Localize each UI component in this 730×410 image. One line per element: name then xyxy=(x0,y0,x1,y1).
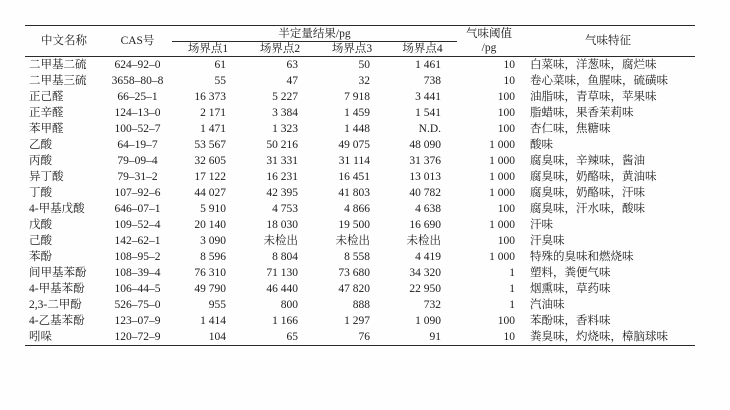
site4-value-cell: 4 638 xyxy=(415,203,442,215)
threshold-value-cell: 1 000 xyxy=(489,251,516,263)
site2-value-cell: 8 804 xyxy=(272,251,298,263)
cas-number-cell: 624–92–0 xyxy=(114,59,161,71)
odor-description-cell: 腐臭味，辛辣味，酱油 xyxy=(530,155,646,167)
site1-value-cell: 8 596 xyxy=(200,251,226,263)
odor-description-cell: 汗味 xyxy=(530,219,554,231)
table-row xyxy=(25,169,695,185)
table-row xyxy=(25,137,695,153)
threshold-value-cell: 100 xyxy=(497,91,516,103)
table-row xyxy=(25,329,695,346)
site4-value-cell: 1 090 xyxy=(415,315,442,327)
header-threshold xyxy=(457,26,521,57)
site4-value-cell: 1 541 xyxy=(415,107,442,119)
table-row xyxy=(25,73,695,89)
site1-value-cell: 76 310 xyxy=(194,267,226,279)
site3-value-cell: 41 803 xyxy=(338,187,370,199)
threshold-value-cell: 1 xyxy=(509,283,516,295)
odor-description-cell: 汗臭味 xyxy=(530,235,565,247)
site3-value-cell: 7 918 xyxy=(344,91,370,103)
compound-name-cell: 苯甲醛 xyxy=(29,123,64,135)
table-row xyxy=(25,185,695,201)
compound-name-cell: 异丁酸 xyxy=(29,171,64,183)
site1-value-cell: 49 790 xyxy=(194,283,226,295)
site2-value-cell: 1 323 xyxy=(272,123,298,135)
site1-value-cell: 2 171 xyxy=(200,107,226,119)
table-row xyxy=(25,281,695,297)
site4-value-cell: 34 320 xyxy=(409,267,442,279)
odor-description-cell: 油脂味，青草味，苹果味 xyxy=(530,91,657,103)
odor-description-cell: 卷心菜味，鱼腥味，硫磺味 xyxy=(530,75,669,87)
site4-value-cell: 1 461 xyxy=(415,59,442,71)
site4-value-cell: 16 690 xyxy=(409,219,442,231)
header-site-2: 场界点2 xyxy=(259,43,301,55)
cas-number-cell: 120–72–9 xyxy=(114,331,161,343)
cas-number-cell: 109–52–4 xyxy=(114,219,161,231)
compound-name-cell: 间甲基苯酚 xyxy=(29,267,87,279)
cas-number-cell: 3658–80–8 xyxy=(111,75,164,87)
site3-value-cell: 未检出 xyxy=(335,235,370,247)
site3-value-cell: 50 xyxy=(358,59,370,71)
site4-value-cell: 3 441 xyxy=(415,91,442,103)
compound-name-cell: 二甲基三硫 xyxy=(29,75,87,87)
compound-name-cell: 正己醛 xyxy=(29,91,64,103)
site4-value-cell: 22 950 xyxy=(409,283,442,295)
table-row xyxy=(25,153,695,169)
site4-value-cell: 4 419 xyxy=(415,251,442,263)
site4-value-cell: N.D. xyxy=(418,123,442,135)
site4-value-cell: 未检出 xyxy=(406,235,442,247)
table-row xyxy=(25,201,695,217)
site2-value-cell: 31 331 xyxy=(266,155,298,167)
site1-value-cell: 1 471 xyxy=(200,123,226,135)
threshold-value-cell: 1 000 xyxy=(489,187,516,199)
site1-value-cell: 16 373 xyxy=(194,91,226,103)
site2-value-cell: 63 xyxy=(286,59,298,71)
threshold-value-cell: 100 xyxy=(497,107,516,119)
site3-value-cell: 888 xyxy=(352,299,370,311)
site2-value-cell: 800 xyxy=(280,299,298,311)
threshold-value-cell: 100 xyxy=(497,235,516,247)
threshold-value-cell: 10 xyxy=(503,75,516,87)
site4-value-cell: 732 xyxy=(423,299,442,311)
compound-name-cell: 4-乙基苯酚 xyxy=(29,315,85,327)
site1-value-cell: 20 140 xyxy=(194,219,226,231)
odor-description-cell: 杏仁味，焦糖味 xyxy=(530,123,611,135)
compound-odor-table xyxy=(25,25,695,346)
table-row xyxy=(25,297,695,313)
compound-name-cell: 正辛醛 xyxy=(29,107,64,119)
site4-value-cell: 738 xyxy=(423,75,442,87)
site4-value-cell: 31 376 xyxy=(409,155,442,167)
site1-value-cell: 55 xyxy=(214,75,226,87)
odor-description-cell: 粪臭味，灼烧味，樟脑球味 xyxy=(530,331,669,343)
cas-number-cell: 100–52–7 xyxy=(114,123,161,135)
threshold-value-cell: 100 xyxy=(497,315,516,327)
compound-name-cell: 己酸 xyxy=(29,235,52,247)
site2-value-cell: 65 xyxy=(286,331,298,343)
odor-description-cell: 酸味 xyxy=(530,139,554,151)
site2-value-cell: 46 440 xyxy=(266,283,298,295)
odor-description-cell: 腐臭味，汗水味，酸味 xyxy=(530,203,646,215)
site3-value-cell: 73 680 xyxy=(338,267,370,279)
odor-description-cell: 白菜味，洋葱味，腐烂味 xyxy=(530,59,657,71)
header-cas: CAS号 xyxy=(120,35,155,47)
table-header xyxy=(25,26,695,57)
site3-value-cell: 1 448 xyxy=(344,123,370,135)
site2-value-cell: 1 166 xyxy=(272,315,298,327)
cas-number-cell: 124–13–0 xyxy=(114,107,161,119)
site3-value-cell: 1 459 xyxy=(344,107,370,119)
odor-description-cell: 腐臭味，奶酪味，黄油味 xyxy=(530,171,657,183)
header-name: 中文名称 xyxy=(41,35,87,47)
cas-number-cell: 79–31–2 xyxy=(117,171,158,183)
site3-value-cell: 47 820 xyxy=(338,283,370,295)
threshold-value-cell: 100 xyxy=(497,203,516,215)
threshold-value-cell: 100 xyxy=(497,123,516,135)
site1-value-cell: 5 910 xyxy=(200,203,226,215)
site3-value-cell: 49 075 xyxy=(338,139,370,151)
cas-number-cell: 106–44–5 xyxy=(114,283,161,295)
site1-value-cell: 955 xyxy=(208,299,226,311)
threshold-value-cell: 1 000 xyxy=(489,171,516,183)
cas-number-cell: 66–25–1 xyxy=(117,91,158,103)
threshold-value-cell: 1 000 xyxy=(489,155,516,167)
threshold-value-cell: 10 xyxy=(503,59,516,71)
site4-value-cell: 40 782 xyxy=(409,187,442,199)
site1-value-cell: 44 027 xyxy=(194,187,226,199)
threshold-value-cell: 1 000 xyxy=(489,139,516,151)
odor-description-cell: 烟熏味，草药味 xyxy=(530,283,611,295)
table-row xyxy=(25,57,695,74)
threshold-value-cell: 1 xyxy=(509,267,516,279)
cas-number-cell: 142–62–1 xyxy=(114,235,161,247)
table-row xyxy=(25,249,695,265)
header-semi-quant-group: 半定量结果/pg xyxy=(172,26,457,42)
site1-value-cell: 3 090 xyxy=(200,235,226,247)
site3-value-cell: 16 451 xyxy=(338,171,370,183)
header-odor: 气味特征 xyxy=(585,35,632,47)
compound-name-cell: 苯酚 xyxy=(29,251,52,263)
site2-value-cell: 42 395 xyxy=(266,187,298,199)
table-row xyxy=(25,89,695,105)
odor-description-cell: 腐臭味，奶酪味，汗味 xyxy=(530,187,646,199)
header-row-main xyxy=(25,26,695,42)
site3-value-cell: 31 114 xyxy=(338,155,370,167)
site2-value-cell: 5 227 xyxy=(272,91,298,103)
table-row xyxy=(25,217,695,233)
header-site-1: 场界点1 xyxy=(187,43,229,55)
cas-number-cell: 526–75–0 xyxy=(114,299,161,311)
table-row xyxy=(25,313,695,329)
header-threshold-line2: /pg xyxy=(481,42,497,54)
site1-value-cell: 1 414 xyxy=(200,315,226,327)
site2-value-cell: 47 xyxy=(286,75,298,87)
threshold-value-cell: 1 000 xyxy=(489,219,516,231)
site3-value-cell: 1 297 xyxy=(344,315,370,327)
compound-name-cell: 乙酸 xyxy=(29,139,52,151)
site2-value-cell: 71 130 xyxy=(266,267,298,279)
site1-value-cell: 53 567 xyxy=(194,139,226,151)
header-site-3: 场界点3 xyxy=(331,43,373,55)
site3-value-cell: 32 xyxy=(358,75,370,87)
threshold-value-cell: 10 xyxy=(503,331,516,343)
table-body xyxy=(25,57,695,346)
compound-name-cell: 二甲基二硫 xyxy=(29,59,87,71)
site4-value-cell: 48 090 xyxy=(409,139,442,151)
site3-value-cell: 8 558 xyxy=(344,251,370,263)
compound-name-cell: 丁酸 xyxy=(29,187,52,199)
odor-description-cell: 汽油味 xyxy=(530,299,565,311)
odor-description-cell: 特殊的臭味和燃烧味 xyxy=(530,251,634,263)
site2-value-cell: 50 216 xyxy=(266,139,298,151)
site1-value-cell: 104 xyxy=(208,331,226,343)
header-site-4: 场界点4 xyxy=(402,43,443,55)
odor-description-cell: 脂蜡味，果香茉莉味 xyxy=(530,107,634,119)
site3-value-cell: 4 866 xyxy=(344,203,370,215)
site3-value-cell: 76 xyxy=(358,331,370,343)
cas-number-cell: 108–39–4 xyxy=(114,267,161,279)
site2-value-cell: 3 384 xyxy=(272,107,298,119)
site2-value-cell: 4 753 xyxy=(272,203,298,215)
threshold-value-cell: 1 xyxy=(509,299,516,311)
odor-description-cell: 苯酚味，香料味 xyxy=(530,315,611,327)
cas-number-cell: 107–92–6 xyxy=(114,187,161,199)
table-row xyxy=(25,121,695,137)
compound-name-cell: 2,3-二甲酚 xyxy=(29,299,82,311)
cas-number-cell: 646–07–1 xyxy=(114,203,161,215)
compound-name-cell: 丙酸 xyxy=(29,155,52,167)
compound-name-cell: 吲哚 xyxy=(29,331,52,343)
compound-name-cell: 戊酸 xyxy=(29,219,52,231)
table-row xyxy=(25,105,695,121)
compound-name-cell: 4-甲基戊酸 xyxy=(29,203,85,215)
site1-value-cell: 32 605 xyxy=(194,155,226,167)
table-row xyxy=(25,265,695,281)
site1-value-cell: 61 xyxy=(214,59,226,71)
cas-number-cell: 123–07–9 xyxy=(114,315,161,327)
header-threshold-line1: 气味阈值 xyxy=(466,28,513,40)
site2-value-cell: 未检出 xyxy=(263,235,298,247)
site2-value-cell: 18 030 xyxy=(266,219,298,231)
cas-number-cell: 79–09–4 xyxy=(117,155,158,167)
compound-name-cell: 4-甲基苯酚 xyxy=(29,283,85,295)
cas-number-cell: 64–19–7 xyxy=(117,139,158,151)
odor-description-cell: 塑料，粪便气味 xyxy=(530,267,611,279)
cas-number-cell: 108–95–2 xyxy=(114,251,161,263)
site1-value-cell: 17 122 xyxy=(194,171,226,183)
site2-value-cell: 16 231 xyxy=(266,171,298,183)
site4-value-cell: 13 013 xyxy=(409,171,442,183)
site4-value-cell: 91 xyxy=(429,331,442,343)
site3-value-cell: 19 500 xyxy=(338,219,370,231)
table-row xyxy=(25,233,695,249)
